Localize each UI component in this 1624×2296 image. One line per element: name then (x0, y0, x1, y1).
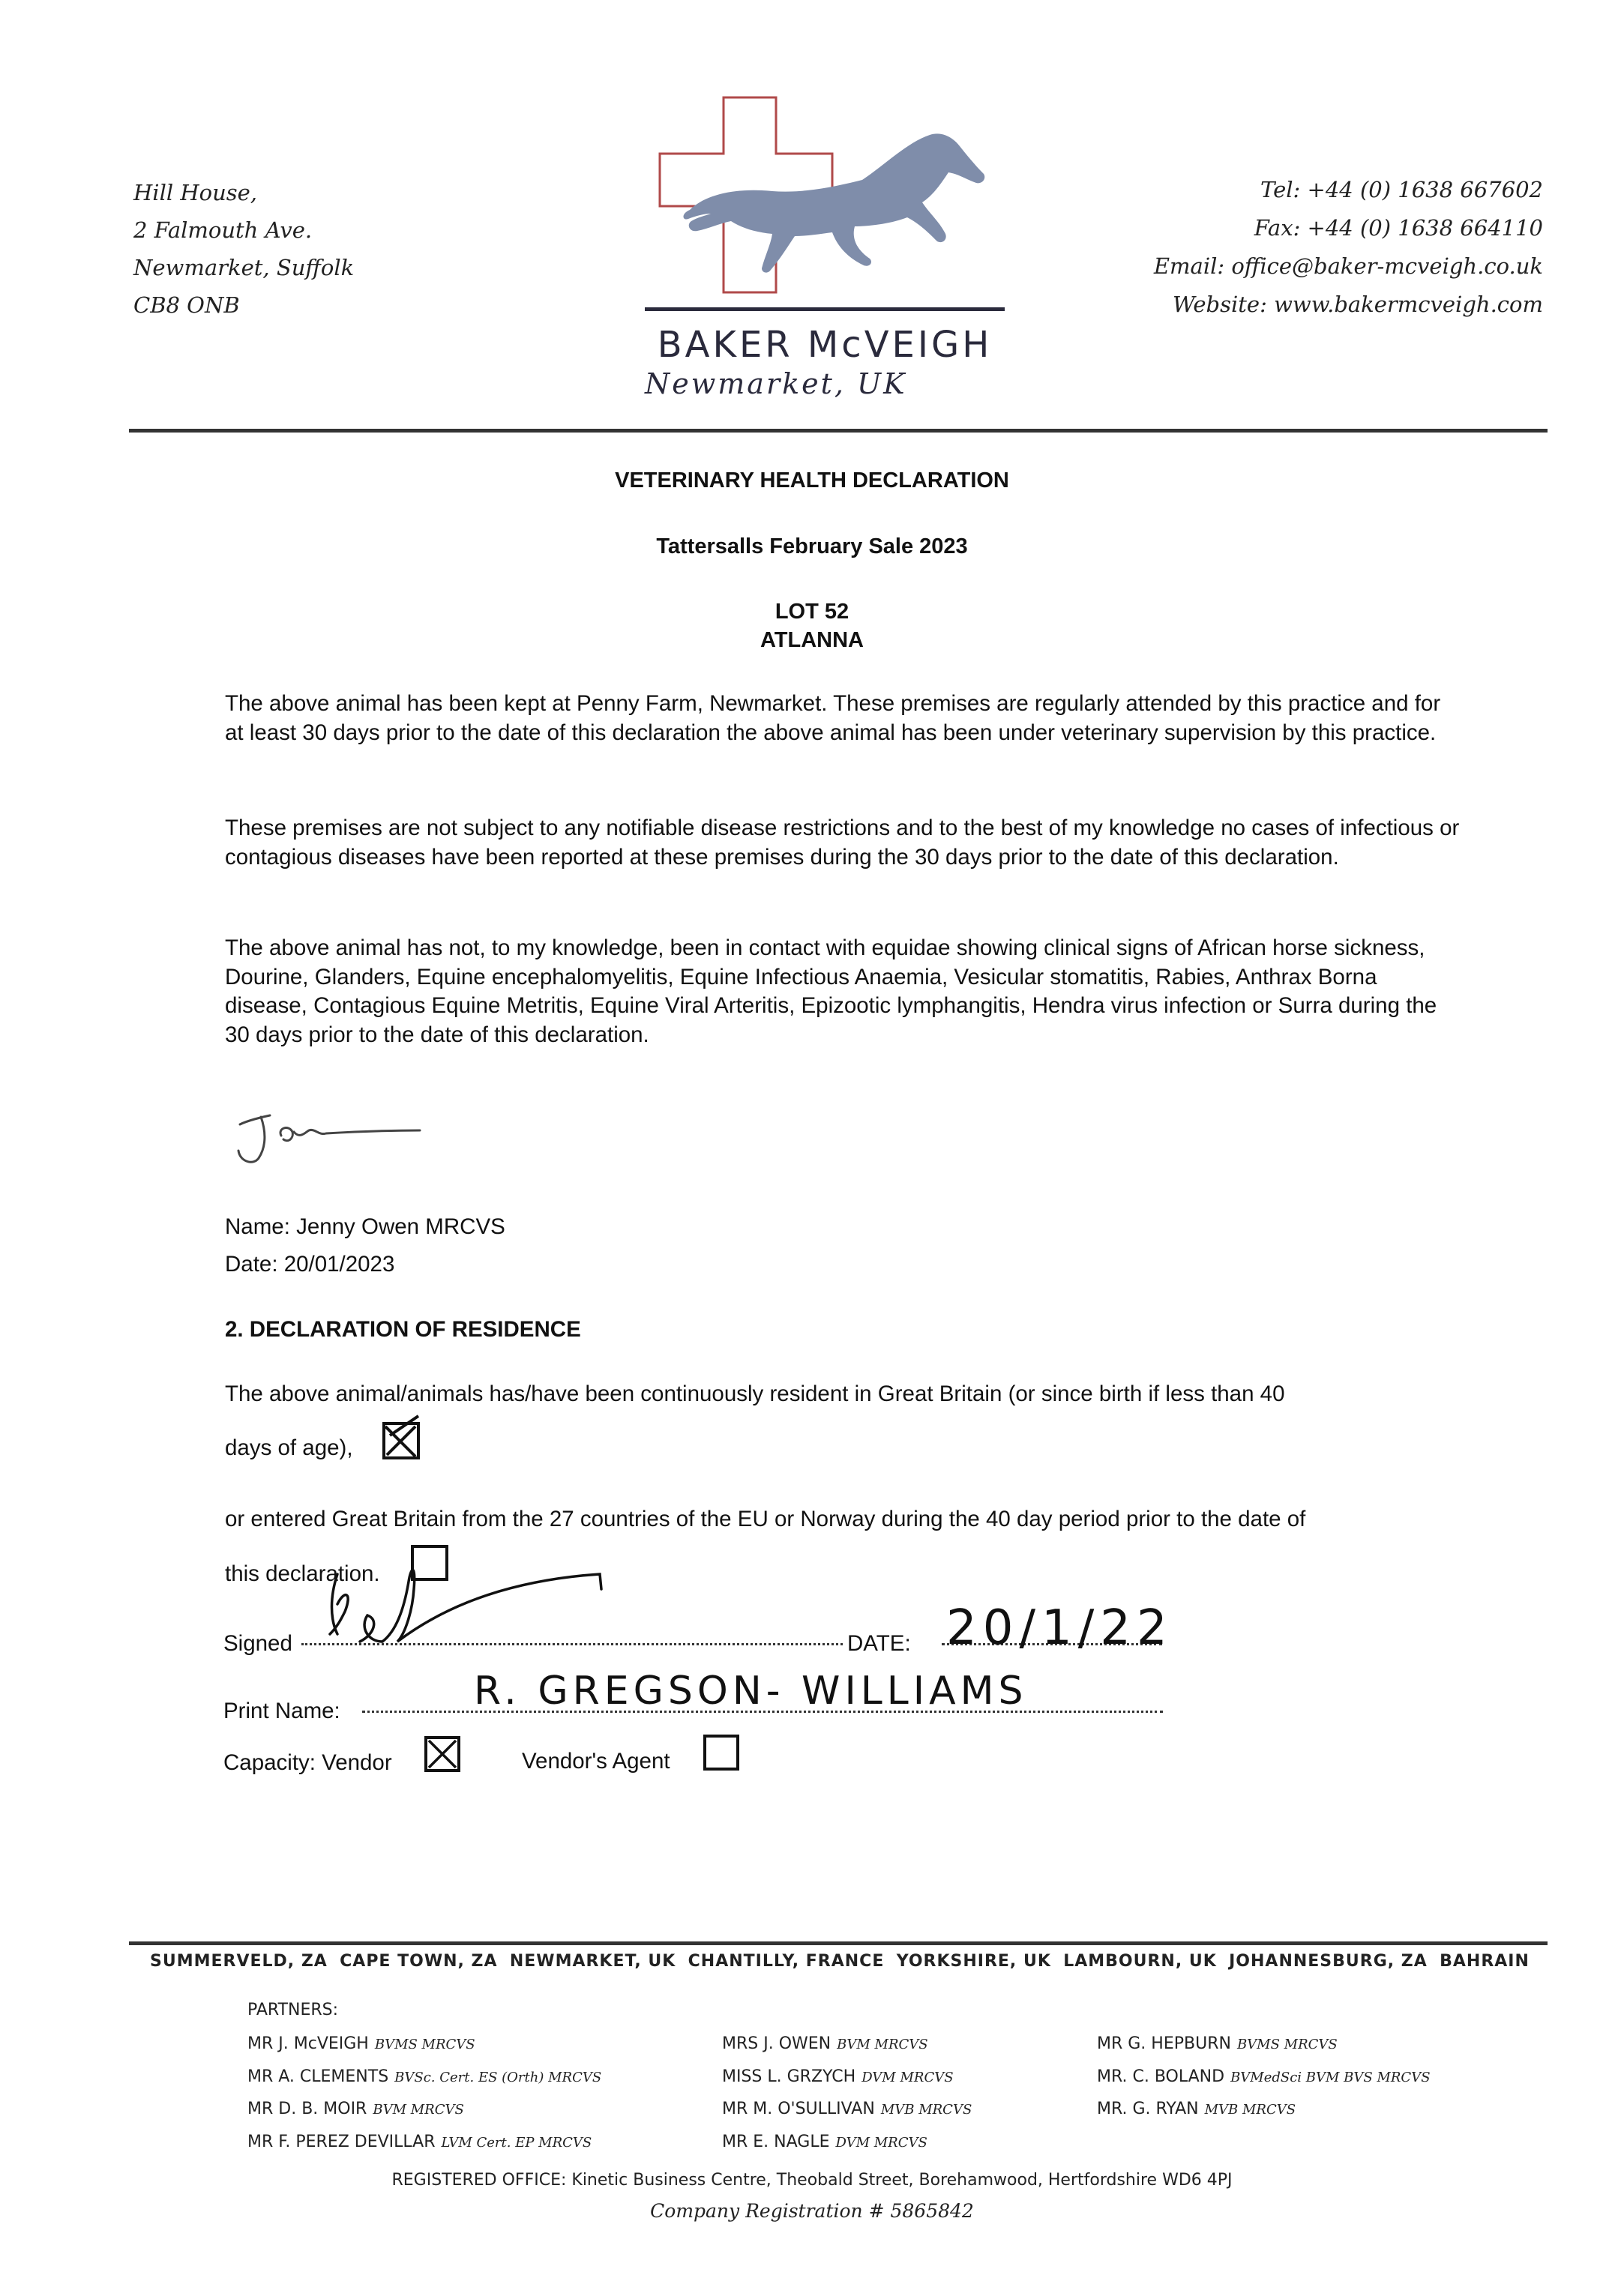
date-label: DATE: (847, 1631, 911, 1656)
partner-quals: BVMS MRCVS (374, 2037, 475, 2052)
disease-restrictions-paragraph: These premises are not subject to any notifiable disease restrictions and to the best of my knowledge no cases of infectious or contagious diseases have been reported at these premises during the 30 days prior to the date of this declaration. (225, 816, 1460, 870)
office-location: CAPE TOWN, ZA (340, 1952, 498, 1971)
brand-location: Newmarket, UK (645, 367, 907, 400)
partner-name: MISS L. GRZYCH (722, 2067, 856, 2086)
partner-entry (1097, 2061, 1431, 2094)
lot-number: LOT 52 (775, 600, 849, 624)
vet-name: Name: Jenny Owen MRCVS (225, 1214, 505, 1239)
office-location: JOHANNESBURG, ZA (1229, 1952, 1428, 1971)
partner-entry (247, 2094, 601, 2127)
practice-contact (1154, 171, 1543, 324)
partners-column-3 (1097, 2028, 1431, 2127)
partner-entry (1097, 2094, 1431, 2127)
office-location: YORKSHIRE, UK (896, 1952, 1051, 1971)
partner-quals: DVM MRCVS (835, 2134, 927, 2151)
handwritten-date: 20/1/22 (946, 1600, 1173, 1656)
address-line: CB8 ONB (133, 292, 240, 318)
residence-statement-1: The above animal/animals has/have been continuously resident in Great Britain (or since birth if less than 40 (225, 1381, 1285, 1406)
partner-quals: DVM MRCVS (861, 2069, 954, 2085)
resident-checkbox[interactable] (382, 1422, 420, 1459)
print-name-label: Print Name: (223, 1699, 340, 1723)
address-line: 2 Falmouth Ave. (133, 217, 313, 243)
vet-signature-icon (225, 1094, 450, 1177)
cross-mark-icon (424, 1736, 460, 1772)
partner-entry (247, 2028, 601, 2061)
signed-label: Signed (223, 1631, 292, 1656)
partner-quals: BVMedSci BVM BVS MRCVS (1230, 2069, 1431, 2085)
contact-website: Website: www.bakermcveigh.com (1172, 292, 1543, 317)
address-line: Newmarket, Suffolk (133, 255, 355, 280)
horse-name: ATLANNA (760, 628, 864, 652)
company-registration: Company Registration # 5865842 (650, 2200, 974, 2222)
capacity-vendor-label: Capacity: Vendor (223, 1750, 392, 1775)
partner-entry (722, 2127, 972, 2160)
partner-quals: BVSc. Cert. ES (Orth) MRCVS (394, 2069, 602, 2085)
partners-column-1 (247, 2028, 601, 2159)
residence-heading: 2. DECLARATION OF RESIDENCE (225, 1317, 581, 1342)
residence-statement-2: or entered Great Britain from the 27 countries of the EU or Norway during the 40 day period prior to the date of (225, 1507, 1306, 1531)
office-location: NEWMARKET, UK (509, 1952, 676, 1971)
vendor-signature-icon (322, 1559, 682, 1672)
partner-entry (722, 2028, 972, 2061)
partner-name: MR. G. RYAN (1097, 2100, 1199, 2118)
practice-address (133, 174, 354, 324)
partner-quals: BVM MRCVS (373, 2102, 464, 2118)
partner-name: MRS J. OWEN (722, 2034, 831, 2053)
partner-quals: MVB MRCVS (880, 2102, 972, 2118)
partner-name: MR E. NAGLE (722, 2132, 830, 2151)
partner-name: MR J. McVEIGH (247, 2034, 369, 2053)
office-location: LAMBOURN, UK (1063, 1952, 1217, 1971)
partner-entry (1097, 2028, 1431, 2061)
residence-statement-1-end: days of age), (225, 1435, 353, 1460)
contact-email: Email: office@baker-mcveigh.co.uk (1153, 253, 1543, 279)
vet-date: Date: 20/01/2023 (225, 1252, 395, 1277)
office-location: CHANTILLY, FRANCE (688, 1952, 885, 1971)
contact-diseases-paragraph: The above animal has not, to my knowledge, been in contact with equidae showing clinical signs of African horse sickness, Dourine, Glanders, Equine encephalomyelitis, Equine Infectious Anaemia, Vesicular stomatitis, Rabies, Anthrax Borna disease, Contagious Equine Metritis, Equine Viral Arteritis, Epizootic lymphangitis, Hendra virus infection or Surra during the 30 days prior to the date of this declaration. (225, 935, 1437, 1047)
partner-entry (722, 2061, 972, 2094)
partner-quals: BVM MRCVS (837, 2037, 928, 2052)
contact-fax: Fax: +44 (0) 1638 664110 (1254, 215, 1543, 241)
partner-quals: MVB MRCVS (1204, 2102, 1296, 2118)
check-mark-icon (382, 1413, 420, 1458)
registered-office: REGISTERED OFFICE: Kinetic Business Centre, Theobald Street, Borehamwood, Hertfordshire WD6 4PJ (391, 2171, 1233, 2190)
partner-name: MR D. B. MOIR (247, 2100, 367, 2118)
handwritten-print-name: R. GREGSON- WILLIAMS (474, 1669, 1028, 1714)
office-locations (150, 1952, 1530, 1971)
office-location: BAHRAIN (1440, 1952, 1530, 1971)
partner-quals: BVMS MRCVS (1236, 2037, 1338, 2052)
premises-paragraph: The above animal has been kept at Penny Farm, Newmarket. These premises are regularly attended by this practice and for at least 30 days prior to the date of this declaration the above animal has been under veterinary supervision by this practice. (225, 691, 1441, 745)
footer-divider (129, 1941, 1548, 1945)
partner-entry (247, 2061, 601, 2094)
horse-cross-logo-icon (645, 90, 1005, 315)
address-line: Hill House, (133, 180, 258, 205)
partners-column-2 (722, 2028, 972, 2159)
partner-name: MR M. O'SULLIVAN (722, 2100, 875, 2118)
vendors-agent-checkbox[interactable] (703, 1735, 739, 1771)
header-divider (129, 429, 1548, 433)
sale-name: Tattersalls February Sale 2023 (656, 534, 968, 558)
partner-name: MR. C. BOLAND (1097, 2067, 1225, 2086)
partner-entry (247, 2127, 601, 2160)
vendor-checkbox[interactable] (424, 1736, 460, 1772)
partner-entry (722, 2094, 972, 2127)
partners-title: PARTNERS: (247, 2001, 339, 2019)
vendors-agent-label: Vendor's Agent (522, 1749, 670, 1774)
office-location: SUMMERVELD, ZA (150, 1952, 328, 1971)
document-title: VETERINARY HEALTH DECLARATION (615, 468, 1009, 492)
partner-quals: LVM Cert. EP MRCVS (441, 2134, 592, 2151)
brand-name: BAKER McVEIGH (657, 324, 993, 366)
partner-name: MR A. CLEMENTS (247, 2067, 389, 2086)
residence-statement-2-end: this declaration. (225, 1561, 380, 1586)
partner-name: MR G. HEPBURN (1097, 2034, 1231, 2053)
partner-name: MR F. PEREZ DEVILLAR (247, 2132, 436, 2151)
contact-tel: Tel: +44 (0) 1638 667602 (1260, 177, 1543, 202)
